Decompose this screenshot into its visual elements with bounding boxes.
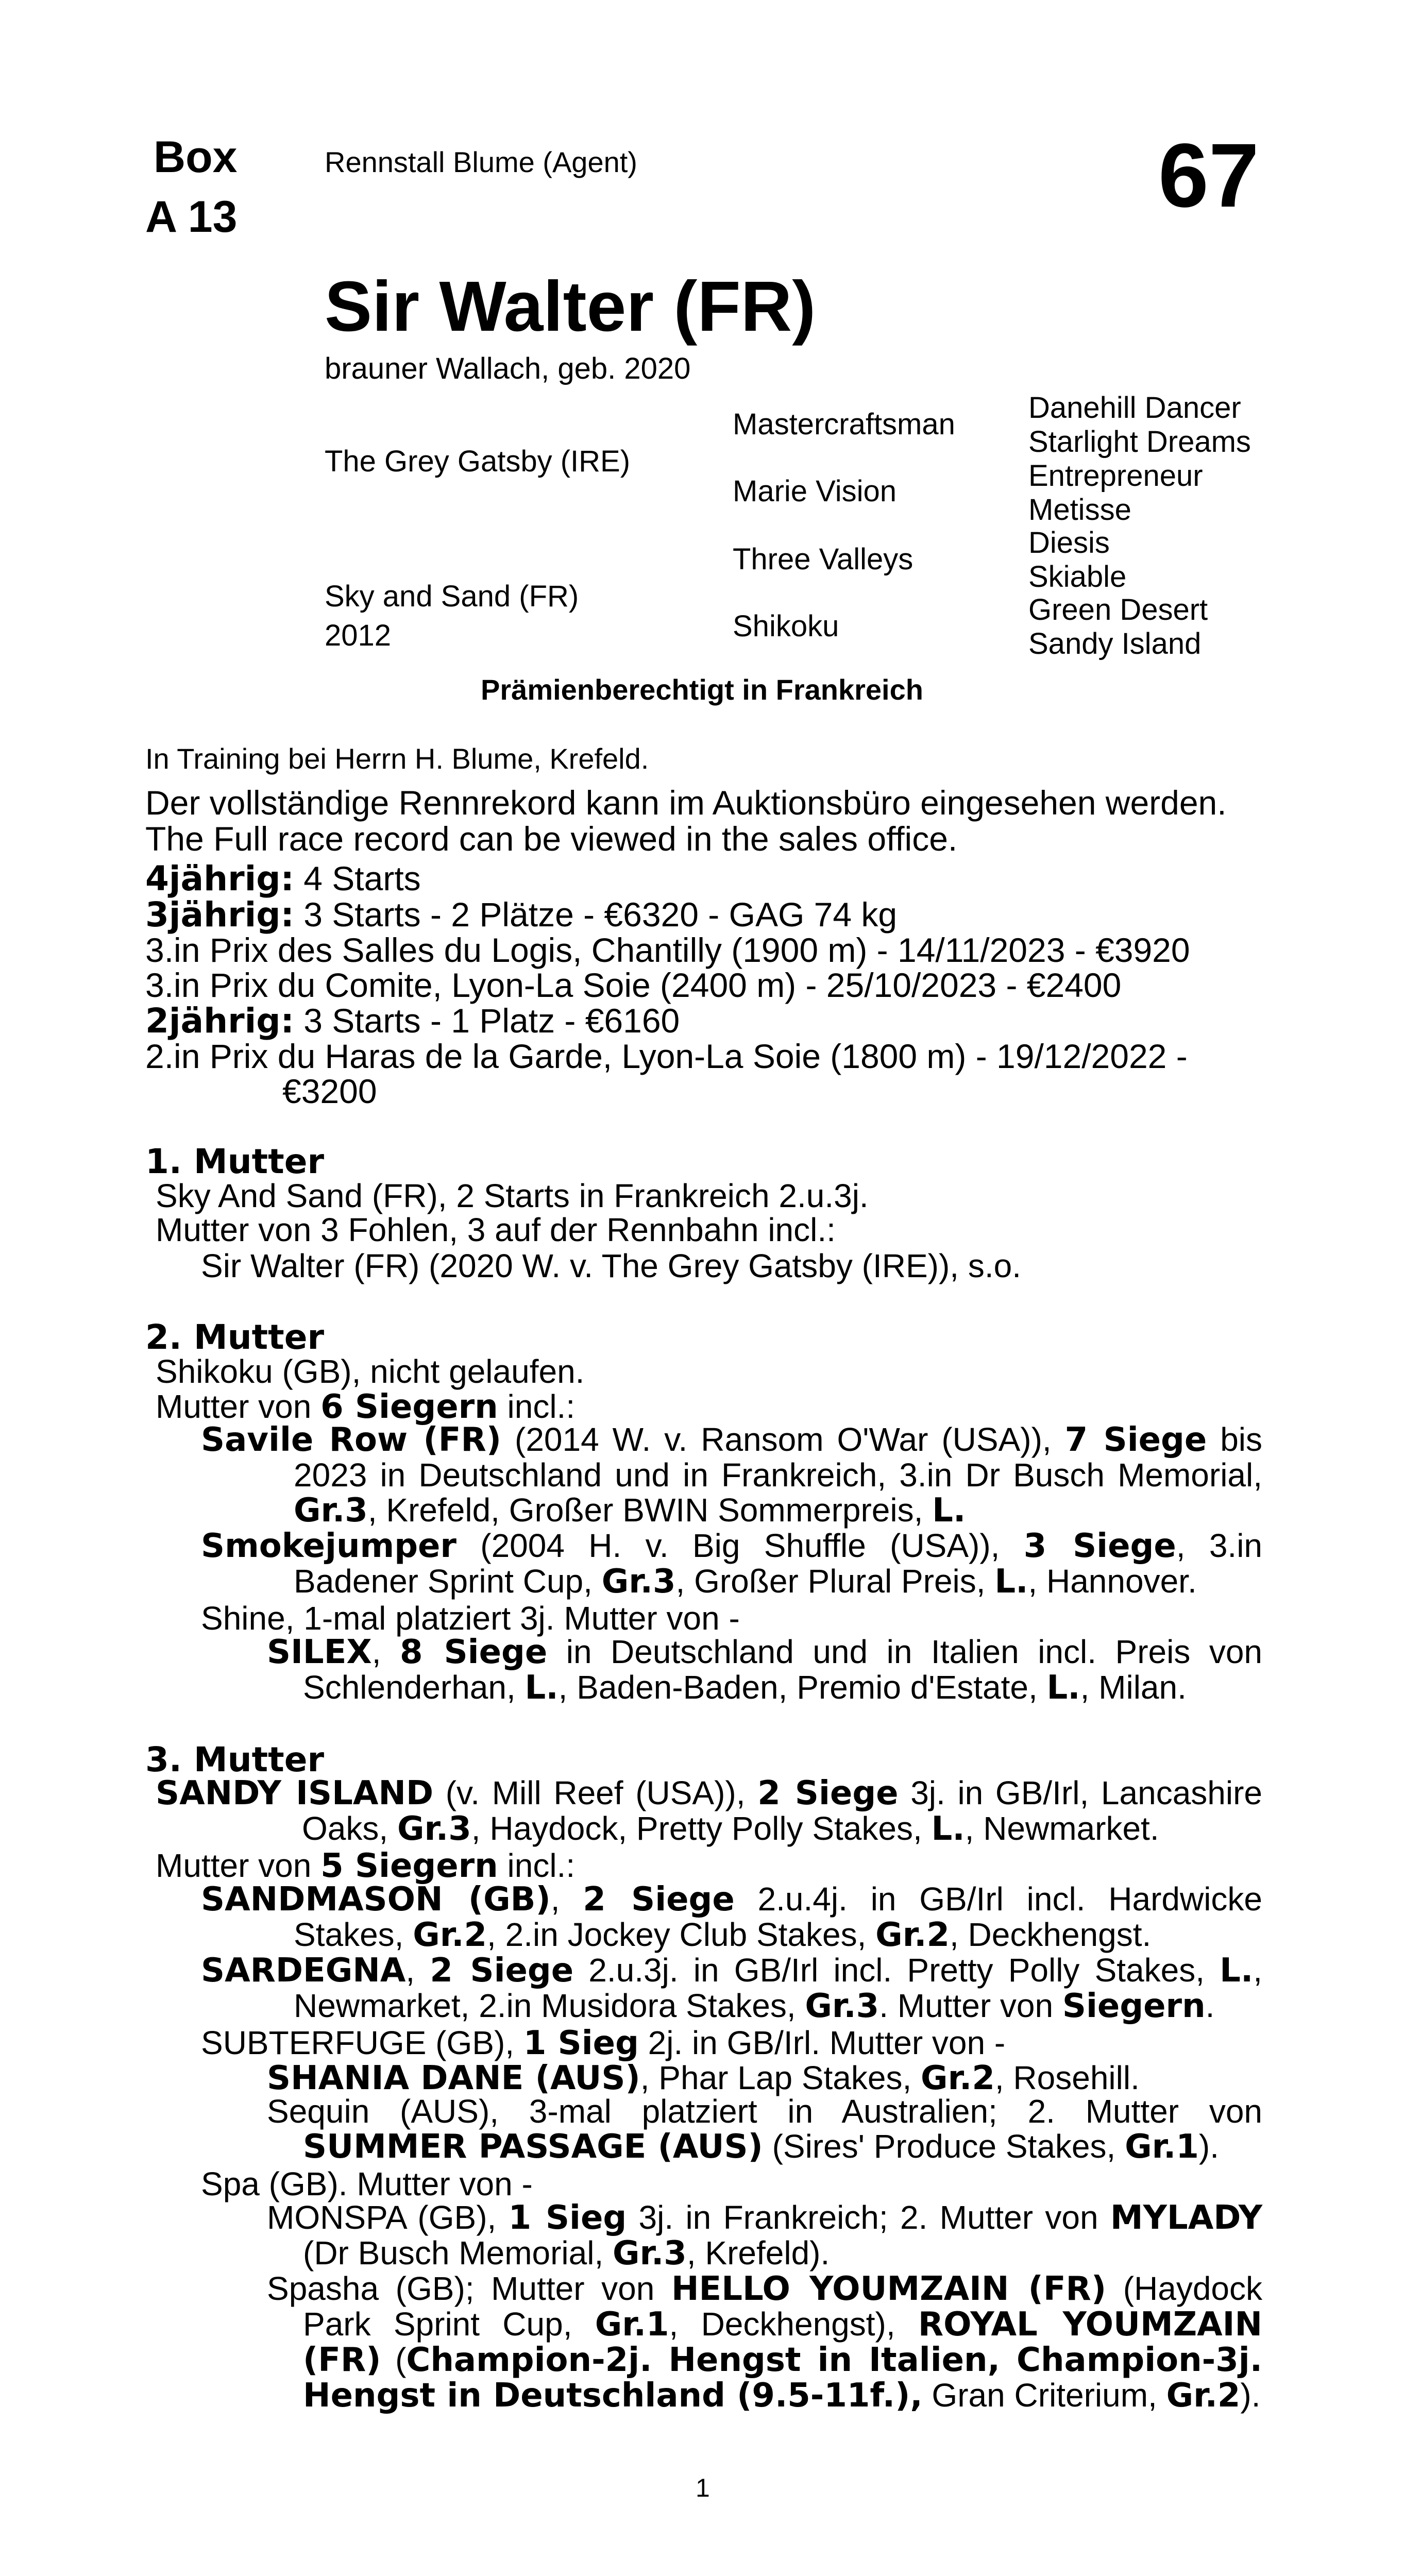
dam3-entry-monspa: MONSPA (GB), 1 Sieg 3j. in Frankreich; 2. Mutter von MYLADY (Dr Busch Memorial, Gr.3, Krefeld). [267,2199,1263,2273]
dam-sire: Three Valleys [733,543,914,576]
dam3-mutter-von: Mutter von 5 Siegern incl.: [156,1847,576,1885]
lot-number: 67 [1158,125,1259,226]
record-3yo [145,895,897,935]
dam1-line-1: Sky And Sand (FR), 2 Starts in Frankreich 2.u.3j. [156,1177,869,1214]
gen3-2: Starlight Dreams [1028,425,1251,459]
gen3-4: Metisse [1028,493,1131,527]
age2-label: 2jährig: [145,1001,294,1041]
gen3-3: Entrepreneur [1028,459,1203,493]
record-2yo-race-1: 2.in Prix du Haras de la Garde, Lyon-La Soie (1800 m) - 19/12/2022 - [145,1037,1188,1075]
record-3yo-race-1: 3.in Prix des Salles du Logis, Chantilly (1900 m) - 14/11/2023 - €3920 [145,931,1190,969]
gen3-8: Sandy Island [1028,627,1202,660]
dam2-shine: Shine, 1-mal platziert 3j. Mutter von - [201,1600,740,1637]
record-3yo-race-2: 3.in Prix du Comite, Lyon-La Soie (2400 m) - 25/10/2023 - €2400 [145,966,1122,1004]
sire: The Grey Gatsby (IRE) [325,445,631,478]
dam3-entry-sandy-island: SANDY ISLAND (v. Mill Reef (USA)), 2 Siege 3j. in GB/Irl, Lancashire Oaks, Gr.3, Haydock, Pretty Polly Stakes, L., Newmarket. [156,1774,1263,1848]
dam2-entry-silex: SILEX, 8 Siege in Deutschland und in Italien incl. Preis von Schlenderhan, L., Baden-Baden, Premio d'Estate, L., Milan. [267,1633,1262,1707]
training-info: In Training bei Herrn H. Blume, Krefeld. [145,742,649,775]
record-notice [145,785,1262,857]
dam3-entry-sardegna: SARDEGNA, 2 Siege 2.u.3j. in GB/Irl incl. Pretty Polly Stakes, L., Newmarket, 2.in Musidora Stakes, Gr.3. Mutter von Siegern. [201,1952,1263,2025]
sire-sire: Mastercraftsman [733,408,955,441]
premium-note: Prämienberechtigt in Frankreich [481,673,923,706]
notice-line-en: The Full race record can be viewed in the sales office. [145,820,958,858]
dam1-line-3: Sir Walter (FR) (2020 W. v. The Grey Gatsby (IRE)), s.o. [201,1247,1021,1284]
gen3-1: Danehill Dancer [1028,391,1241,425]
age3-label: 3jährig: [145,895,294,935]
record-2yo-race-1-prize: €3200 [282,1072,377,1110]
notice-line-de: Der vollständige Rennrekord kann im Auktionsbüro eingesehen werden. [145,784,1227,822]
dam1-line-2: Mutter von 3 Fohlen, 3 auf der Rennbahn incl.: [156,1211,836,1248]
record-2yo [145,1001,680,1041]
box-number: A 13 [145,192,238,242]
dam3-entry-sequin: Sequin (AUS), 3-mal platziert in Australien; 2. Mutter von SUMMER PASSAGE (AUS) (Sires' Produce Stakes, Gr.1). [267,2093,1262,2166]
gen3-5: Diesis [1028,526,1110,560]
dam-dam: Shikoku [733,609,839,643]
age2-text: 3 Starts - 1 Platz - €6160 [294,1002,680,1040]
dam3-entry-sandmason: SANDMASON (GB), 2 Siege 2.u.4j. in GB/Irl incl. Hardwicke Stakes, Gr.2, 2.in Jockey Club Stakes, Gr.2, Deckhengst. [201,1880,1263,1954]
dam-year: 2012 [325,619,392,652]
age4-text: 4 Starts [294,859,421,897]
dam2-line-1: Shikoku (GB), nicht gelaufen. [156,1353,585,1390]
owner: Rennstall Blume (Agent) [325,146,637,178]
sire-dam: Marie Vision [733,474,897,508]
dam2-entry-smokejumper: Smokejumper (2004 H. v. Big Shuffle (USA)), 3 Siege, 3.in Badener Sprint Cup, Gr.3, Großer Plural Preis, L., Hannover. [201,1527,1263,1601]
dam: Sky and Sand (FR) [325,580,579,613]
horse-description: brauner Wallach, geb. 2020 [325,352,691,385]
box-label: Box [154,132,238,182]
dam3-subterfuge: SUBTERFUGE (GB), 1 Sieg 2j. in GB/Irl. Mutter von - [201,2024,1006,2062]
dam2-entry-savile-row: Savile Row (FR) (2014 W. v. Ransom O'War (USA)), 7 Siege bis 2023 in Deutschland und in Frankreich, 3.in Dr Busch Memorial, Gr.3, Krefeld, Großer BWIN Sommerpreis, L. [201,1421,1263,1530]
gen3-7: Green Desert [1028,593,1208,626]
dam1-title: 1. Mutter [145,1142,325,1181]
dam3-title: 3. Mutter [145,1740,325,1780]
horse-name: Sir Walter (FR) [325,267,816,346]
dam2-title: 2. Mutter [145,1317,325,1357]
dam3-spa: Spa (GB). Mutter von - [201,2165,533,2202]
age4-label: 4jährig: [145,859,294,899]
record-4yo [145,859,421,899]
page-number: 1 [696,2473,710,2502]
dam3-shania-dane: SHANIA DANE (AUS), Phar Lap Stakes, Gr.2, Rosehill. [267,2059,1140,2097]
dam2-line-2: Mutter von 6 Siegern incl.: [156,1388,576,1426]
gen3-6: Skiable [1028,560,1127,594]
dam3-entry-spasha: Spasha (GB); Mutter von HELLO YOUMZAIN (FR) (Haydock Park Sprint Cup, Gr.1, Deckhengst), ROYAL YOUMZAIN (FR) (Champion-2j. Hengst in Italien, Champion-3j. Hengst in Deutschland (9.5-11f.), Gran Criterium, Gr.2). [267,2270,1263,2415]
age3-text: 3 Starts - 2 Plätze - €6320 - GAG 74 kg [294,895,898,934]
